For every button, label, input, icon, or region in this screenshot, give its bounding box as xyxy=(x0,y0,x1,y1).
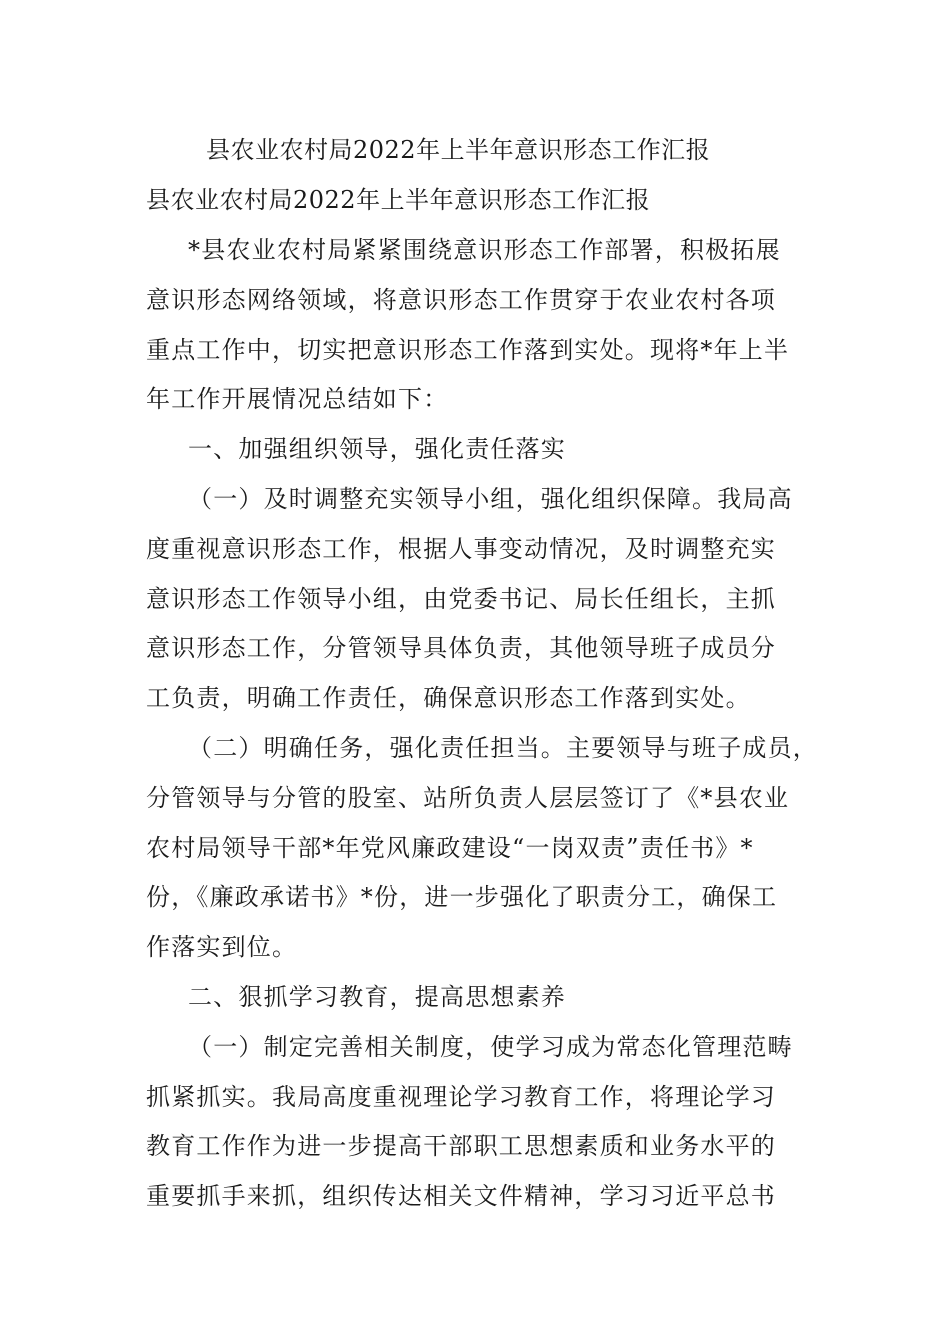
document-subtitle: 县农业农村局2022年上半年意识形态工作汇报 xyxy=(146,186,651,214)
paragraph-line: *县农业农村局紧紧围绕意识形态工作部署，积极拓展 xyxy=(188,236,781,264)
document-body xyxy=(146,228,818,1224)
paragraph-line: （二）明确任务，强化责任担当。主要领导与班子成员， xyxy=(188,733,818,762)
section-heading-1: 一、加强组织领导，强化责任落实 xyxy=(188,435,566,464)
paragraph-line: 重点工作中，切实把意识形态工作落到实处。现将*年上半 xyxy=(146,335,790,364)
paragraph-line: 工负责，明确工作责任，确保意识形态工作落到实处。 xyxy=(146,684,751,713)
paragraph-line: 年工作开展情况总结如下： xyxy=(146,385,449,414)
paragraph-line: 意识形态网络领域，将意识形态工作贯穿于农业农村各项 xyxy=(146,285,776,314)
paragraph-line: 教育工作作为进一步提高干部职工思想素质和业务水平的 xyxy=(146,1132,776,1161)
document-title: 县农业农村局2022年上半年意识形态工作汇报 xyxy=(206,136,711,164)
paragraph-line: 份，《廉政承诺书》*份，进一步强化了职责分工，确保工 xyxy=(146,883,778,912)
paragraph-line: （一）制定完善相关制度，使学习成为常态化管理范畴 xyxy=(188,1032,793,1061)
paragraph-line: 重要抓手来抓，组织传达相关文件精神，学习习近平总书 xyxy=(146,1182,776,1211)
paragraph-line: （一）及时调整充实领导小组，强化组织保障。我局高 xyxy=(188,484,793,513)
paragraph-line: 意识形态工作，分管领导具体负责，其他领导班子成员分 xyxy=(146,634,776,663)
paragraph-line: 度重视意识形态工作，根据人事变动情况，及时调整充实 xyxy=(146,534,776,563)
paragraph-line: 农村局领导干部*年党风廉政建设“一岗双责”责任书》* xyxy=(146,833,754,862)
paragraph-line: 分管领导与分管的股室、站所负责人层层签订了《*县农业 xyxy=(146,783,790,812)
section-heading-2: 二、狠抓学习教育，提高思想素养 xyxy=(188,982,566,1011)
paragraph-line: 作落实到位。 xyxy=(146,933,298,962)
paragraph-line: 意识形态工作领导小组，由党委书记、局长任组长，主抓 xyxy=(146,584,776,613)
paragraph-line: 抓紧抓实。我局高度重视理论学习教育工作，将理论学习 xyxy=(146,1082,776,1111)
